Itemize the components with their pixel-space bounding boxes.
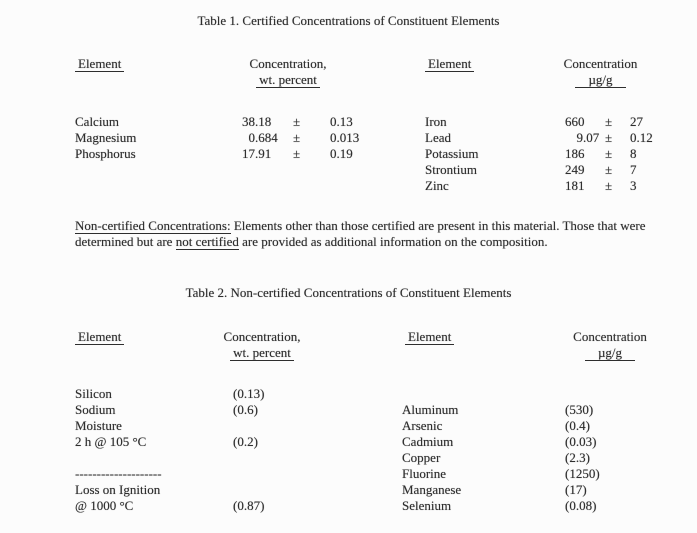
element-name: Lead	[425, 130, 451, 145]
element-name: Copper	[402, 450, 441, 465]
note-line-2	[75, 234, 685, 250]
element-name: @ 1000 °C	[75, 498, 134, 513]
value-decimals	[583, 178, 605, 194]
concentration-value	[233, 450, 323, 466]
concentration-value: (0.87)	[233, 498, 265, 513]
table2-header-element-right	[405, 329, 454, 345]
element-name: Selenium	[402, 498, 452, 513]
concentration-value: (0.03)	[565, 434, 597, 449]
table2-header-element-left	[75, 329, 124, 345]
value-whole: 181	[565, 178, 585, 193]
table-row	[425, 178, 690, 194]
concentration-value: (0.4)	[565, 418, 590, 433]
table-row	[75, 418, 323, 434]
table-row	[402, 498, 655, 514]
table-row	[75, 482, 323, 498]
table-row	[75, 146, 390, 162]
uncertainty-value: 0.19	[330, 146, 353, 161]
header-unit-label: µg/g	[585, 345, 635, 361]
plus-minus-sign: ±	[605, 162, 613, 177]
concentration-value: (0.2)	[233, 434, 258, 449]
table1-right-body	[425, 114, 690, 194]
uncertainty-value: 27	[630, 114, 643, 129]
element-name: Iron	[425, 114, 447, 129]
plus-minus-sign: ±	[293, 146, 301, 161]
table2-right-body	[402, 402, 655, 514]
concentration-value: (0.08)	[565, 498, 597, 513]
value-whole: 186	[565, 146, 585, 161]
note-heading: Non-certified Concentrations:	[75, 218, 231, 233]
note-line-1	[75, 218, 685, 234]
dashed-divider: --------------------	[75, 466, 162, 481]
element-name: Moisture	[75, 418, 122, 433]
concentration-value: (530)	[565, 402, 594, 417]
table1-header-element-right	[425, 56, 474, 72]
note-text: determined but are	[75, 234, 176, 249]
table1-left-body	[75, 114, 390, 162]
table1-title: Table 1. Certified Concentrations of Constituent Elements	[197, 13, 500, 28]
uncertainty-value: 3	[630, 178, 637, 193]
header-unit-label: wt. percent	[230, 345, 294, 361]
concentration-value: (2.3)	[565, 450, 590, 465]
value-decimals	[583, 114, 605, 130]
value-whole: 249	[565, 162, 585, 177]
plus-minus-sign: ±	[605, 130, 613, 145]
value-decimals: .18	[255, 114, 272, 129]
value-decimals: .91	[255, 146, 272, 161]
concentration-value: (1250)	[565, 466, 600, 481]
element-name: Loss on Ignition	[75, 482, 161, 497]
table-row	[75, 130, 390, 146]
concentration-value	[233, 482, 323, 498]
value-whole: 17	[242, 146, 255, 161]
table-row	[75, 402, 323, 418]
concentration-value: (17)	[565, 482, 587, 497]
header-unit-label: wt. percent	[256, 72, 320, 88]
table2-header-concentration-left	[216, 329, 308, 361]
element-name: Phosphorus	[75, 146, 136, 161]
table-row	[402, 466, 655, 482]
uncertainty-value: 0.12	[630, 130, 653, 145]
uncertainty-value: 8	[630, 146, 637, 161]
element-name: Fluorine	[402, 466, 447, 481]
table-row-blank	[75, 450, 323, 466]
concentration-value: (0.6)	[233, 402, 258, 417]
table-row	[75, 114, 390, 130]
plus-minus-sign: ±	[605, 146, 613, 161]
element-name: Arsenic	[402, 418, 443, 433]
uncertainty-value: 7	[630, 162, 637, 177]
element-name: Strontium	[425, 162, 478, 177]
uncertainty-value: 0.13	[330, 114, 353, 129]
concentration-value	[233, 418, 323, 434]
uncertainty-value: 0.013	[330, 130, 360, 145]
note-emphasis: not certified	[175, 234, 239, 249]
table-row	[402, 418, 655, 434]
table1-header-concentration-left	[242, 56, 334, 88]
header-label: Element	[75, 56, 124, 72]
element-name: Silicon	[75, 386, 112, 401]
table2-header-concentration-right	[564, 329, 656, 361]
header-label: Element	[75, 329, 124, 345]
table-row	[425, 130, 690, 146]
plus-minus-sign: ±	[293, 130, 301, 145]
element-name: Potassium	[425, 146, 479, 161]
table-row-divider	[75, 466, 323, 482]
plus-minus-sign: ±	[605, 178, 613, 193]
plus-minus-sign: ±	[605, 114, 613, 129]
element-name: 2 h @ 105 °C	[75, 434, 147, 449]
table-row	[425, 162, 690, 178]
table2-left-body	[75, 386, 323, 514]
element-name: Aluminum	[402, 402, 459, 417]
header-label: Concentration,	[249, 56, 327, 71]
note-text: are provided as additional information on the composition.	[238, 234, 548, 249]
header-label: Concentration	[563, 56, 638, 71]
header-unit-label: µg/g	[575, 72, 625, 88]
table-row	[402, 450, 655, 466]
concentration-value	[233, 466, 323, 482]
header-label: Concentration	[573, 329, 647, 344]
value-decimals: .684	[255, 130, 278, 145]
value-decimals	[583, 146, 605, 162]
value-decimals: .07	[583, 130, 600, 145]
non-certified-note	[75, 218, 685, 250]
table-row	[75, 386, 323, 402]
element-name: Calcium	[75, 114, 120, 129]
table-row	[402, 482, 655, 498]
element-name	[75, 450, 233, 466]
table-row	[75, 498, 323, 514]
element-name: Zinc	[425, 178, 449, 193]
element-name: Cadmium	[402, 434, 454, 449]
table1-header-concentration-right	[553, 56, 648, 88]
element-name: Manganese	[402, 482, 462, 497]
table-row	[402, 434, 655, 450]
value-whole: 660	[565, 114, 585, 129]
element-name: Magnesium	[75, 130, 137, 145]
element-name: Sodium	[75, 402, 116, 417]
note-text: Elements other than those certified are present in this material. Those that were	[230, 218, 646, 233]
plus-minus-sign: ±	[293, 114, 301, 129]
table-row	[425, 146, 690, 162]
table1-header-element-left	[75, 56, 124, 72]
value-whole: 0	[248, 130, 255, 145]
value-whole: 38	[242, 114, 255, 129]
table-row	[425, 114, 690, 130]
header-label: Element	[405, 329, 454, 345]
header-label: Concentration,	[223, 329, 301, 344]
header-label: Element	[425, 56, 474, 72]
value-decimals	[583, 162, 605, 178]
table-row	[75, 434, 323, 450]
table-row	[402, 402, 655, 418]
value-whole: 9	[576, 130, 583, 145]
concentration-value: (0.13)	[233, 386, 265, 401]
table2-title: Table 2. Non-certified Concentrations of Constituent Elements	[185, 285, 512, 300]
